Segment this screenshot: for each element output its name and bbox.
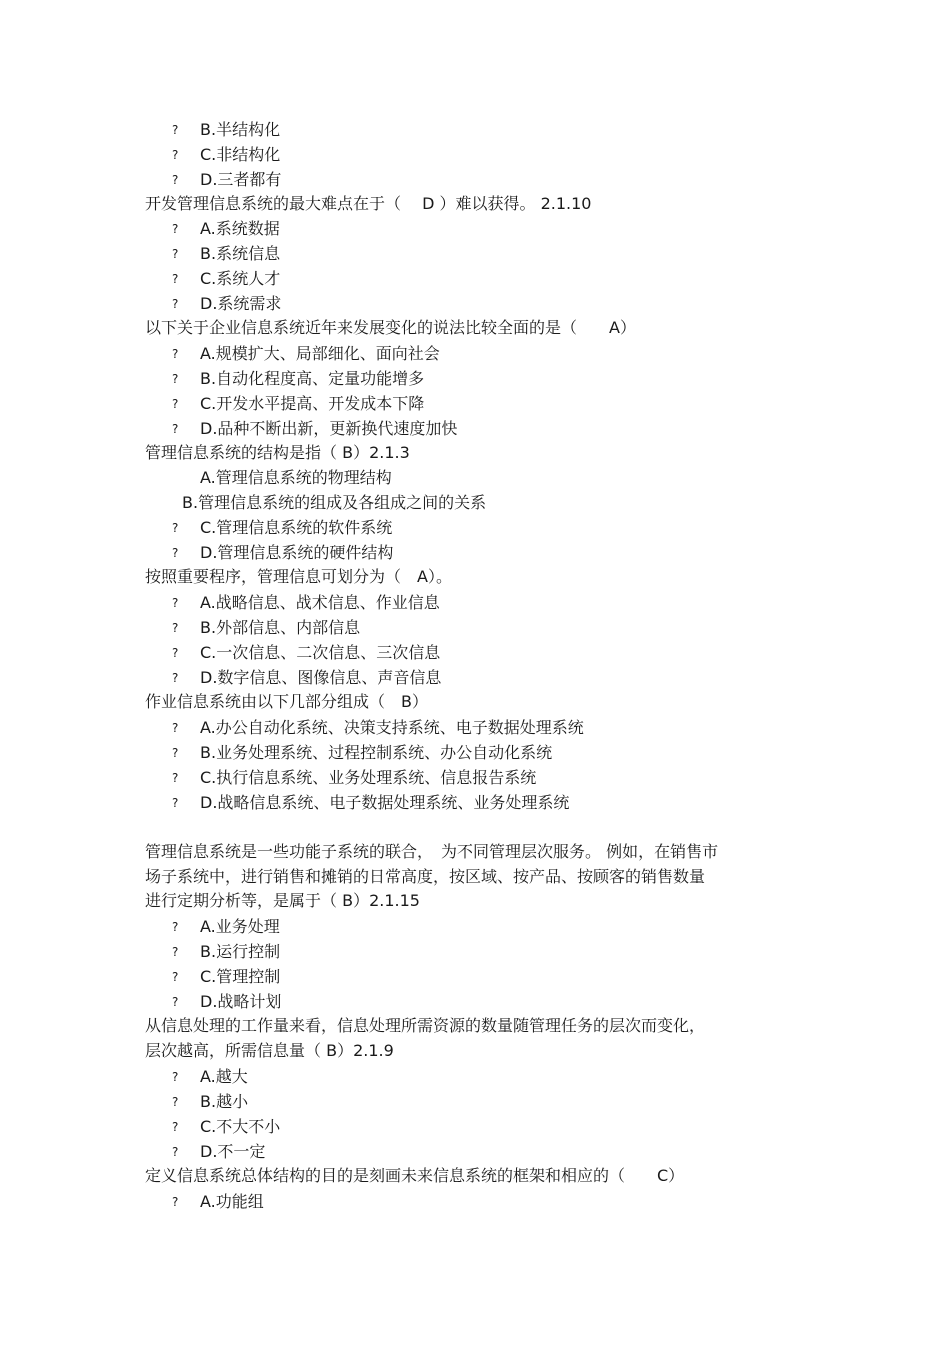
question-text: 开发管理信息系统的最大难点在于（ D ）难以获得。 2.1.10 xyxy=(145,194,592,213)
question-text: 以下关于企业信息系统近年来发展变化的说法比较全面的是（ A） xyxy=(145,318,636,337)
bullet-icon: ? xyxy=(172,1070,179,1084)
question-text: 场子系统中，进行销售和摊销的日常高度，按区域、按产品、按顾客的销售数量 xyxy=(145,867,706,886)
question-text: 管理信息系统的结构是指（ B）2.1.3 xyxy=(145,443,410,462)
answer-option-text: B.运行控制 xyxy=(200,942,281,961)
answer-option-text: B.业务处理系统、过程控制系统、办公自动化系统 xyxy=(200,743,553,762)
bullet-icon: ? xyxy=(172,995,179,1009)
answer-option-text: A.办公自动化系统、决策支持系统、电子数据处理系统 xyxy=(200,718,584,737)
answer-option-text: D.品种不断出新，更新换代速度加快 xyxy=(200,419,458,438)
bullet-icon: ? xyxy=(172,771,179,785)
answer-option-text: C.管理控制 xyxy=(200,967,281,986)
bullet-icon: ? xyxy=(172,621,179,635)
question-text: 定义信息系统总体结构的目的是刻画未来信息系统的框架和相应的（ C） xyxy=(145,1166,685,1185)
bullet-icon: ? xyxy=(172,148,179,162)
bullet-icon: ? xyxy=(172,1145,179,1159)
question-text: 从信息处理的工作量来看，信息处理所需资源的数量随管理任务的层次而变化， xyxy=(145,1016,706,1035)
answer-option-text: C.不大不小 xyxy=(200,1117,281,1136)
bullet-icon: ? xyxy=(172,1095,179,1109)
bullet-icon: ? xyxy=(172,596,179,610)
answer-option-text: B.外部信息、内部信息 xyxy=(200,618,361,637)
bullet-icon: ? xyxy=(172,247,179,261)
answer-option-text: B.自动化程度高、定量功能增多 xyxy=(200,369,425,388)
bullet-icon: ? xyxy=(172,347,179,361)
answer-option-text: C.开发水平提高、开发成本下降 xyxy=(200,394,425,413)
bullet-icon: ? xyxy=(172,671,179,685)
bullet-icon: ? xyxy=(172,970,179,984)
answer-option-text: D.数字信息、图像信息、声音信息 xyxy=(200,668,442,687)
question-text: 进行定期分析等，是属于（ B）2.1.15 xyxy=(145,891,420,910)
bullet-icon: ? xyxy=(172,945,179,959)
answer-option-text: D.系统需求 xyxy=(200,294,282,313)
answer-option-text: D.不一定 xyxy=(200,1142,266,1161)
answer-option-text: C.执行信息系统、业务处理系统、信息报告系统 xyxy=(200,768,537,787)
bullet-icon: ? xyxy=(172,297,179,311)
answer-option-text: A.功能组 xyxy=(200,1192,264,1211)
question-text: 作业信息系统由以下几部分组成（ B） xyxy=(145,692,428,711)
answer-option-text: C.非结构化 xyxy=(200,145,281,164)
question-text: 按照重要程序，管理信息可划分为（ A）。 xyxy=(145,567,452,586)
answer-option-text: B.越小 xyxy=(200,1092,249,1111)
answer-option-text: B.半结构化 xyxy=(200,120,281,139)
bullet-icon: ? xyxy=(172,372,179,386)
answer-option-text: B.管理信息系统的组成及各组成之间的关系 xyxy=(182,493,487,512)
bullet-icon: ? xyxy=(172,1195,179,1209)
question-text: 层次越高，所需信息量（ B）2.1.9 xyxy=(145,1041,394,1060)
answer-option-text: A.系统数据 xyxy=(200,219,280,238)
bullet-icon: ? xyxy=(172,746,179,760)
answer-option-text: D.战略信息系统、电子数据处理系统、业务处理系统 xyxy=(200,793,570,812)
bullet-icon: ? xyxy=(172,272,179,286)
answer-option-text: D.三者都有 xyxy=(200,170,282,189)
bullet-icon: ? xyxy=(172,123,179,137)
question-text: 管理信息系统是一些功能子系统的联合， 为不同管理层次服务。 例如，在销售市 xyxy=(145,842,719,861)
bullet-icon: ? xyxy=(172,397,179,411)
bullet-icon: ? xyxy=(172,521,179,535)
answer-option-text: D.战略计划 xyxy=(200,992,282,1011)
bullet-icon: ? xyxy=(172,796,179,810)
answer-option-text: C.管理信息系统的软件系统 xyxy=(200,518,393,537)
answer-option-text: B.系统信息 xyxy=(200,244,281,263)
answer-option-text: A.管理信息系统的物理结构 xyxy=(200,468,392,487)
answer-option-text: C.一次信息、二次信息、三次信息 xyxy=(200,643,441,662)
answer-option-text: D.管理信息系统的硬件结构 xyxy=(200,543,394,562)
bullet-icon: ? xyxy=(172,546,179,560)
answer-option-text: A.业务处理 xyxy=(200,917,280,936)
answer-option-text: A.越大 xyxy=(200,1067,248,1086)
answer-option-text: C.系统人才 xyxy=(200,269,281,288)
bullet-icon: ? xyxy=(172,646,179,660)
bullet-icon: ? xyxy=(172,422,179,436)
answer-option-text: A.规模扩大、局部细化、面向社会 xyxy=(200,344,440,363)
bullet-icon: ? xyxy=(172,1120,179,1134)
bullet-icon: ? xyxy=(172,222,179,236)
bullet-icon: ? xyxy=(172,173,179,187)
answer-option-text: A.战略信息、战术信息、作业信息 xyxy=(200,593,440,612)
bullet-icon: ? xyxy=(172,920,179,934)
bullet-icon: ? xyxy=(172,721,179,735)
